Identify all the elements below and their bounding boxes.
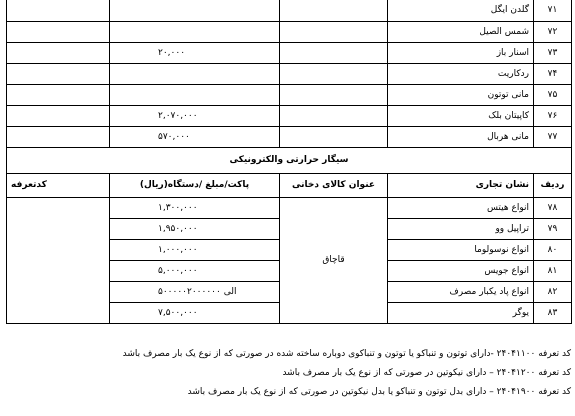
goods-title-cell	[280, 0, 388, 21]
brand-name: اسنار باز	[388, 42, 534, 63]
tariff-code-cell	[7, 84, 110, 105]
brand-name: یوگر	[388, 302, 534, 323]
table-row	[7, 21, 572, 42]
price-cell	[110, 0, 280, 21]
header-tariff-code: کدتعرفه	[7, 173, 110, 197]
brand-name: گلدن ایگل	[388, 0, 534, 21]
row-number: ۷۴	[534, 63, 572, 84]
row-number: ۸۳	[534, 302, 572, 323]
row-number: ۷۶	[534, 105, 572, 126]
brand-name: ردکاریت	[388, 63, 534, 84]
goods-title-cell	[280, 21, 388, 42]
table-row	[7, 105, 572, 126]
row-number: ۸۰	[534, 239, 572, 260]
price-cell: ۷,۵۰۰,۰۰۰	[110, 302, 280, 323]
goods-title-cell	[280, 42, 388, 63]
brand-name: مانی توتون	[388, 84, 534, 105]
price-cell: ۵,۰۰۰,۰۰۰	[110, 260, 280, 281]
row-number: ۷۵	[534, 84, 572, 105]
goods-title-cell	[280, 63, 388, 84]
table-row	[7, 84, 572, 105]
row-number: ۸۲	[534, 281, 572, 302]
bottom-rows	[7, 197, 572, 323]
price-cell: ۱,۰۰۰,۰۰۰	[110, 239, 280, 260]
note-line: کد تعرفه ۲۴۰۴۱۱۰۰ -دارای توتون و تنباکو یا توتون و تنباکوی دوباره ساخته شده در صورتی که از نوع یک بار مصرف باشد	[122, 349, 571, 359]
table-row	[7, 197, 572, 218]
header-row	[7, 173, 572, 197]
brand-name: انواع جویس	[388, 260, 534, 281]
brand-name: مانی هربال	[388, 126, 534, 147]
price-cell	[110, 21, 280, 42]
tariff-code-cell	[7, 105, 110, 126]
price-cell: ۲۰,۰۰۰	[110, 42, 280, 63]
brand-name: کاپیتان بلک	[388, 105, 534, 126]
notes	[6, 345, 571, 402]
row-number: ۷۷	[534, 126, 572, 147]
brand-name: شمس الصیل	[388, 21, 534, 42]
row-number: ۷۸	[534, 197, 572, 218]
price-cell	[110, 63, 280, 84]
tariff-code-cell	[7, 0, 110, 21]
section-body	[7, 147, 572, 197]
brand-name: انواع نوسولوما	[388, 239, 534, 260]
price-cell	[110, 84, 280, 105]
table-row	[7, 63, 572, 84]
brand-name: انواع پاد یکبار مصرف	[388, 281, 534, 302]
goods-title-cell	[280, 126, 388, 147]
note-line: کد تعرفه ۲۴۰۴۱۹۰۰ – دارای بدل توتون و تنباکو یا بدل نیکوتین در صورتی که از نوع یک بار مصرف باشد	[187, 387, 571, 397]
table-row	[7, 0, 572, 21]
header-goods-title: عنوان کالای دخانی	[280, 173, 388, 197]
header-trade-mark: نشان تجاری	[388, 173, 534, 197]
price-cell: ۵۷۰,۰۰۰	[110, 126, 280, 147]
goods-title-cell	[280, 84, 388, 105]
tariff-code-cell	[7, 42, 110, 63]
price-table	[6, 0, 572, 324]
row-number: ۷۱	[534, 0, 572, 21]
top-rows	[7, 0, 572, 147]
tariff-code-cell	[7, 63, 110, 84]
header-price: پاکت/مبلغ /دستگاه(ریال)	[110, 173, 280, 197]
tariff-code-cell	[7, 126, 110, 147]
note-line: کد تعرفه ۲۴۰۴۱۲۰۰ – دارای نیکوتین در صورتی که از نوع یک بار مصرف باشد	[282, 368, 571, 378]
brand-name: تراپیل وو	[388, 218, 534, 239]
table-row	[7, 42, 572, 63]
goods-title-cell	[280, 105, 388, 126]
tariff-code-cell	[7, 21, 110, 42]
price-cell: ۱,۳۰۰,۰۰۰	[110, 197, 280, 218]
section-title: سیگار حرارتی والکترونیکی	[7, 147, 572, 173]
table-row	[7, 126, 572, 147]
price-cell: ۲,۰۷۰,۰۰۰	[110, 105, 280, 126]
brand-name: انواع هیتس	[388, 197, 534, 218]
price-cell: ۱,۹۵۰,۰۰۰	[110, 218, 280, 239]
section-row	[7, 147, 572, 173]
tariff-code-cell	[7, 197, 110, 323]
goods-title-cell: قاچاق	[280, 197, 388, 323]
header-row-number: ردیف	[534, 173, 572, 197]
price-cell: ۵۰۰۰۰۰الی ۲۰۰۰۰۰۰	[110, 281, 280, 302]
row-number: ۸۱	[534, 260, 572, 281]
row-number: ۷۳	[534, 42, 572, 63]
row-number: ۷۹	[534, 218, 572, 239]
row-number: ۷۲	[534, 21, 572, 42]
